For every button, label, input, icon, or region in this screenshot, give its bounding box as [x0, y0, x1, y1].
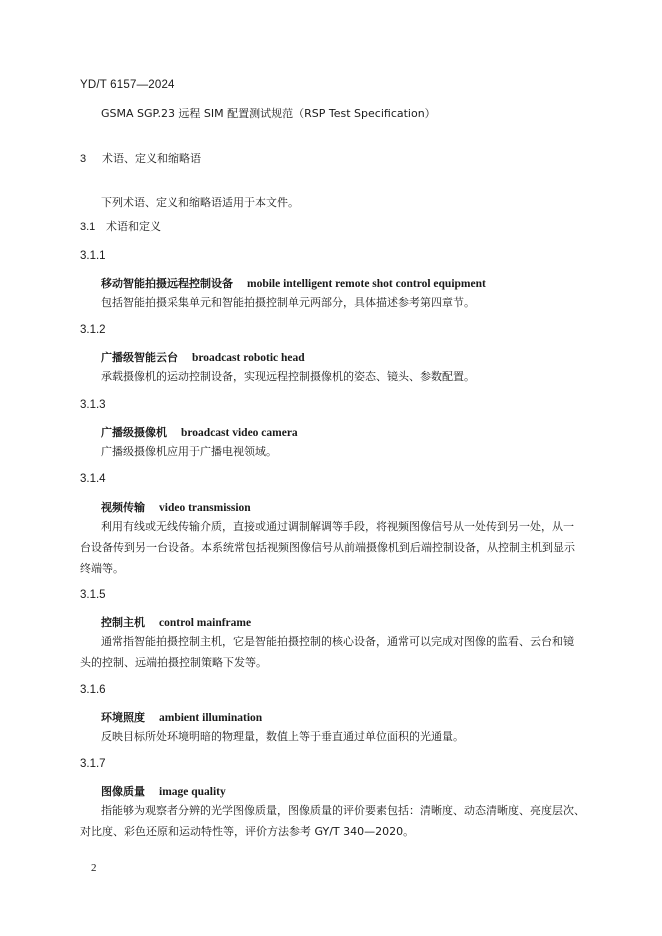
term-zh: 广播级摄像机: [101, 426, 167, 439]
document-code: YD/T 6157—2024: [80, 79, 175, 91]
term-zh: 环境照度: [101, 711, 145, 724]
term-zh: 控制主机: [101, 616, 145, 629]
term-definition: 承载摄像机的运动控制设备，实现远程控制摄像机的姿态、镜头、参数配置。: [101, 370, 475, 383]
term-en: image quality: [159, 786, 226, 798]
term-heading: [101, 425, 298, 441]
term-number: 3.1.1: [80, 250, 106, 262]
term-en: mobile intelligent remote shot control equipment: [247, 278, 486, 290]
term-number: 3.1.3: [80, 399, 106, 411]
term-definition: 头的控制、远端拍摄控制策略下发等。: [80, 656, 267, 669]
term-definition: 通常指智能拍摄控制主机，它是智能拍摄控制的核心设备，通常可以完成对图像的监看、云台和镜: [101, 635, 574, 648]
term-number: 3.1.4: [80, 473, 106, 485]
term-definition: 利用有线或无线传输介质，直接或通过调制解调等手段，将视频图像信号从一处传到另一处，从一: [101, 520, 574, 533]
term-zh: 移动智能拍摄远程控制设备: [101, 277, 233, 290]
term-en: ambient illumination: [159, 712, 263, 724]
term-heading: [101, 500, 251, 516]
term-number: 3.1.7: [80, 758, 106, 770]
term-definition: 台设备传到另一台设备。本系统常包括视频图像信号从前端摄像机到后端控制设备，从控制主机到显示: [80, 541, 575, 554]
term-en: broadcast robotic head: [192, 352, 305, 364]
term-definition: 指能够为观察者分辨的光学图像质量，图像质量的评价要素包括：清晰度、动态清晰度、亮度层次、: [101, 804, 585, 817]
term-definition: 包括智能拍摄采集单元和智能拍摄控制单元两部分，具体描述参考第四章节。: [101, 296, 475, 309]
term-heading: [101, 784, 226, 800]
term-en: broadcast video camera: [181, 427, 298, 439]
term-en: control mainframe: [159, 617, 252, 629]
section-number: 3: [80, 153, 87, 165]
term-number: 3.1.6: [80, 684, 106, 696]
subsection-heading: [80, 219, 161, 235]
term-definition: 反映目标所处环境明暗的物理量，数值上等于垂直通过单位面积的光通量。: [101, 730, 464, 743]
term-number: 3.1.5: [80, 589, 106, 601]
term-zh: 广播级智能云台: [101, 351, 178, 364]
term-zh: 图像质量: [101, 785, 145, 798]
term-number: 3.1.2: [80, 324, 106, 336]
subsection-number: 3.1: [80, 221, 96, 233]
term-definition: 广播级摄像机应用于广播电视领域。: [101, 445, 277, 458]
term-heading: [101, 350, 305, 366]
term-zh: 视频传输: [101, 501, 145, 514]
term-definition: 终端等。: [80, 562, 124, 575]
term-heading: [101, 710, 262, 726]
section-title: 术语、定义和缩略语: [102, 152, 201, 165]
section-heading: [80, 151, 201, 167]
term-heading: [101, 615, 251, 631]
normative-reference: GSMA SGP.23 远程 SIM 配置测试规范（RSP Test Specification）: [101, 107, 436, 120]
term-en: video transmission: [159, 502, 251, 514]
term-heading: [101, 276, 486, 292]
page-number: 2: [91, 862, 97, 874]
subsection-title: 术语和定义: [106, 220, 161, 233]
intro-paragraph: 下列术语、定义和缩略语适用于本文件。: [101, 196, 299, 209]
term-definition: 对比度、彩色还原和运动特性等，评价方法参考 GY/T 340—2020。: [80, 825, 415, 838]
